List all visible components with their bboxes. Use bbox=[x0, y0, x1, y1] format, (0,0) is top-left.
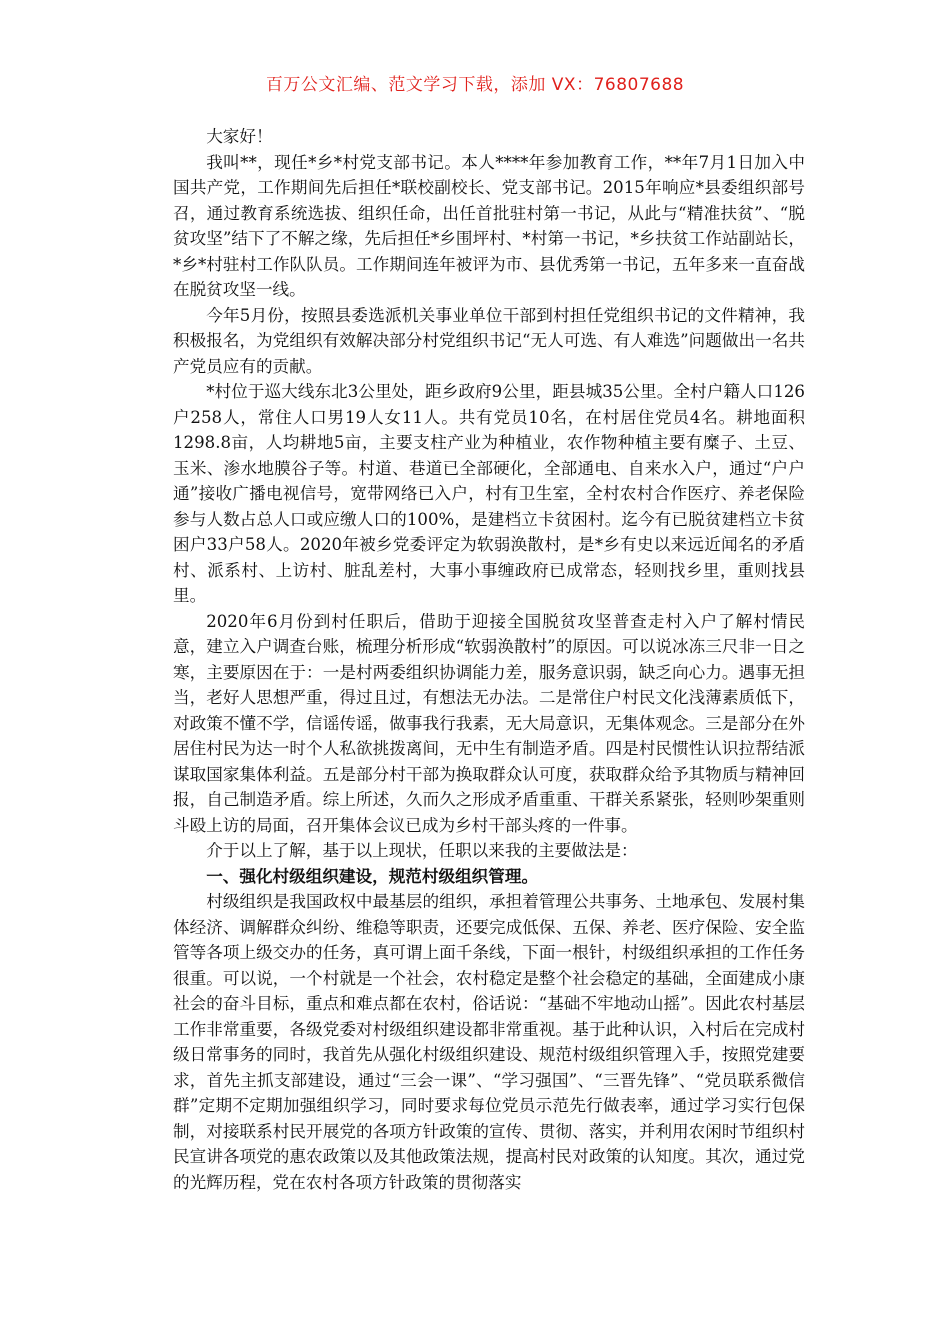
body-paragraph: 2020年6月份到村任职后，借助于迎接全国脱贫攻坚普查走村入户了解村情民意，建立入户调查台账，梳理分析形成“软弱涣散村”的原因。可以说冰冻三尺非一日之寒，主要原因在于：一是村两委组织协调能力差，服务意识弱，缺乏向心力。遇事无担当，老好人思想严重，得过且过，有想法无办法。二是常住户村民文化浅薄素质低下，对政策不懂不学，信谣传谣，做事我行我素，无大局意识，无集体观念。三是部分在外居住村民为达一时个人私欲挑拨离间，无中生有制造矛盾。四是村民惯性认识拉帮结派谋取国家集体利益。五是部分村干部为换取群众认可度，获取群众给予其物质与精神回报，自己制造矛盾。综上所述，久而久之形成矛盾重重、干群关系紧张，轻则吵架重则斗殴上访的局面，召开集体会议已成为乡村干部头疼的一件事。 bbox=[173, 611, 805, 835]
body-paragraph: 我叫**，现任*乡*村党支部书记。本人****年参加教育工作，**年7月1日加入中国共产党，工作期间先后担任*联校副校长、党支部书记。2015年响应*县委组织部号召，通过教育系统选拔、组织任命，出任首批驻村第一书记，从此与“精准扶贫”、“脱贫攻坚”结下了不解之缘，先后担任*乡围坪村、*村第一书记，*乡扶贫工作站副站长，*乡*村驻村工作队队员。工作期间连年被评为市、县优秀第一书记，五年多来一直奋战在脱贫攻坚一线。 bbox=[173, 152, 805, 299]
body-paragraph: 今年5月份，按照县委选派机关事业单位干部到村担任党组织书记的文件精神，我积极报名，为党组织有效解决部分村党组织书记“无人可选、有人难选”问题做出一名共产党员应有的贡献。 bbox=[173, 305, 805, 376]
promo-banner: 百万公文汇编、范文学习下载，添加 VX：76807688 bbox=[265, 75, 685, 95]
document-body bbox=[173, 124, 805, 1195]
greeting-paragraph: 大家好！ bbox=[206, 127, 273, 146]
body-paragraph: 介于以上了解，基于以上现状，任职以来我的主要做法是： bbox=[206, 841, 638, 860]
body-paragraph: 村级组织是我国政权中最基层的组织，承担着管理公共事务、土地承包、发展村集体经济、调解群众纠纷、维稳等职责，还要完成低保、五保、养老、医疗保险、安全监管等各项上级交办的任务，真可谓上面千条线，下面一根针，村级组织承担的工作任务很重。可以说，一个村就是一个社会，农村稳定是整个社会稳定的基础，全面建成小康社会的奋斗目标，重点和难点都在农村，俗话说：“基础不牢地动山摇”。因此农村基层工作非常重要，各级党委对村级组织建设都非常重视。基于此种认识，入村后在完成村级日常事务的同时，我首先从强化村级组织建设、规范村级组织管理入手，按照党建要求，首先主抓支部建设，通过“三会一课”、“学习强国”、“三晋先锋”、“党员联系微信群”定期不定期加强组织学习，同时要求每位党员示范先行做表率，通过学习实行包保制，对接联系村民开展党的各项方针政策的宣传、贯彻、落实，并利用农闲时节组织村民宣讲各项党的惠农政策以及其他政策法规，提高村民对政策的认知度。其次，通过党的光辉历程，党在农村各项方针政策的贯彻落实 bbox=[173, 892, 805, 1192]
section-heading: 一、强化村级组织建设，规范村级组织管理。 bbox=[206, 865, 539, 886]
body-paragraph: *村位于巡大线东北3公里处，距乡政府9公里，距县城35公里。全村户籍人口126户258人，常住人口男19人女11人。共有党员10名，在村居住党员4名。耕地面积1298.8亩，人均耕地5亩，主要支柱产业为种植业，农作物种植主要有糜子、土豆、玉米、渗水地膜谷子等。村道、巷道已全部硬化，全部通电、自来水入户，通过“户户通”接收广播电视信号，宽带网络已入户，村有卫生室，全村农村合作医疗、养老保险参与人数占总人口或应缴人口的100%，是建档立卡贫困村。迄今有已脱贫建档立卡贫困户33户58人。2020年被乡党委评定为软弱涣散村，是*乡有史以来远近闻名的矛盾村、派系村、上访村、脏乱差村，大事小事缠政府已成常态，轻则找乡里，重则找县里。 bbox=[173, 382, 805, 605]
